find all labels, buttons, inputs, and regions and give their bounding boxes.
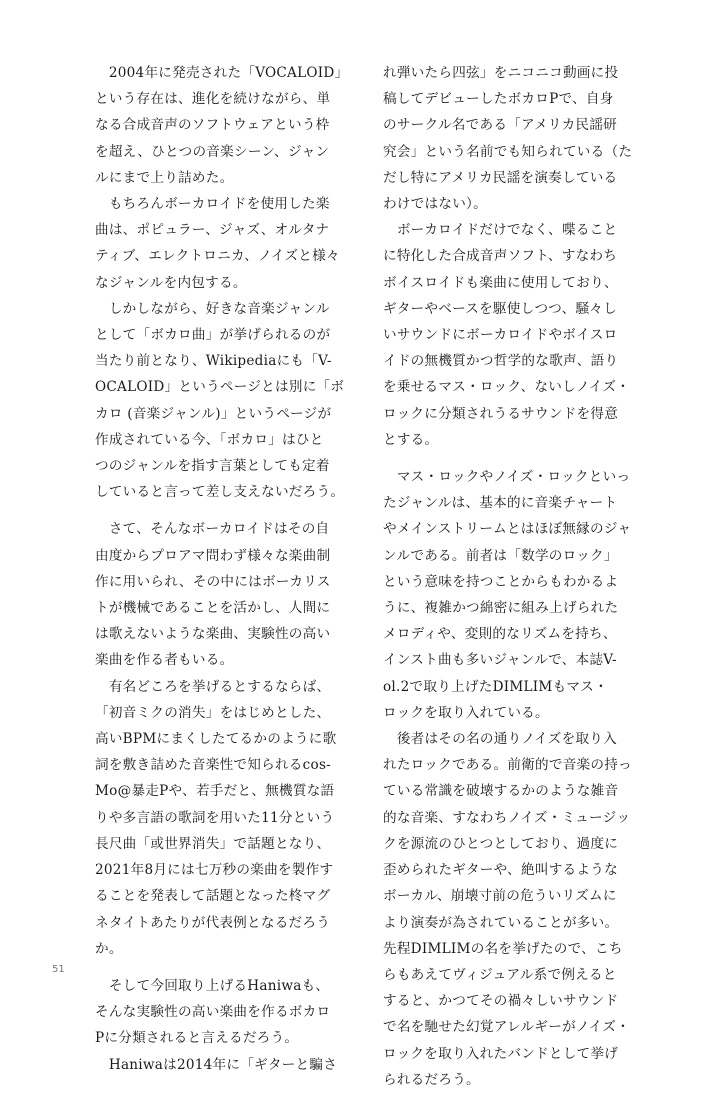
text-line: ボイスロイドも楽曲に使用しており、: [383, 274, 618, 291]
text-line: だし特にアメリカ民謡を演奏している: [383, 169, 618, 186]
text-line: ロックに分類されうるサウンドを得意: [383, 405, 619, 422]
text-line: 作に用いられ、その中にはボーカリス: [95, 573, 331, 590]
text-line: 稿してデビューしたボカロPで、自身: [383, 91, 614, 108]
text-line: は歌えないような楽曲、実験性の高い: [95, 626, 331, 643]
text-line: 長尺曲「或世界消失」で話題となり、: [95, 835, 331, 852]
text-line: さて、そんなボーカロイドはその自: [95, 521, 330, 538]
text-line: ルにまで上り詰めた。: [95, 169, 234, 186]
text-line: りや多言語の歌詞を用いた11分という: [95, 809, 335, 826]
text-line: のサークル名である「アメリカ民謡研: [383, 117, 617, 134]
paragraph: [383, 217, 629, 453]
text-line: OCALOID」というページとは別に「ボ: [95, 379, 345, 396]
text-line: ネタイトあたりが代表例となるだろう: [95, 914, 331, 931]
text-line: ンルである。前者は「数学のロック」: [383, 547, 618, 564]
text-line: 作成されている今、「ボカロ」はひと: [95, 431, 324, 448]
text-line: 当たり前となり、Wikipediaにも「V-: [95, 353, 332, 370]
text-line: ロックを取り入れている。: [383, 704, 549, 721]
text-line: インスト曲も多いジャンルで、本誌V-: [383, 652, 617, 669]
paragraph: [95, 516, 341, 673]
paragraph: [95, 973, 341, 1052]
text-line: 詞を敷き詰めた音楽性で知られるcos-: [95, 757, 332, 774]
text-line: 有名どころを挙げるとするならば、: [95, 678, 331, 695]
paragraph: [383, 464, 632, 726]
text-line: トが機械であることを活かし、人間に: [95, 600, 331, 617]
text-line: ている常識を破壊するかのような雑音: [383, 783, 619, 800]
text-line: 2004年に発売された「VOCALOID」: [95, 65, 349, 81]
left-text-column: [95, 60, 349, 1078]
page-number: 51: [52, 964, 65, 975]
text-line: に特化した合成音声ソフト、すなわち: [383, 248, 618, 265]
text-line: られるだろう。: [383, 1071, 480, 1088]
text-line: か。: [95, 940, 123, 957]
text-line: 歪められたギターや、絶叫するような: [383, 862, 618, 879]
text-line: で名を馳せた幻覚アレルギーがノイズ・: [383, 1019, 630, 1036]
text-line: 2021年8月には七万秒の楽曲を製作す: [95, 862, 334, 879]
text-line: イドの無機質かつ哲学的な歌声、語り: [383, 353, 619, 370]
paragraph: [95, 674, 341, 962]
text-line: マス・ロックやノイズ・ロックといっ: [383, 469, 631, 486]
text-line: れ弾いたら四弦」をニコニコ動画に投: [383, 65, 619, 81]
text-line: ることを発表して話題となった柊マグ: [95, 888, 331, 905]
text-line: として「ボカロ曲」が挙げられるのが: [95, 327, 331, 344]
paragraph: [95, 1052, 341, 1078]
text-line: やメインストリームとはほぼ無縁のジャ: [383, 521, 632, 538]
paragraph: [95, 191, 341, 296]
text-line: ol.2で取り上げたDIMLIMもマス・: [383, 678, 608, 695]
text-line: ボーカル、崩壊寸前の危ういリズムに: [383, 888, 617, 905]
text-line: ギターやベースを駆使しつつ、騒々し: [383, 300, 617, 317]
text-line: という存在は、進化を続けながら、単: [95, 91, 331, 108]
text-line: ボーカロイドだけでなく、喋ること: [383, 222, 618, 239]
text-line: カロ (音楽ジャンル)」というページが: [95, 405, 332, 422]
paragraph: [383, 726, 632, 1093]
text-line: 後者はその名の通りノイズを取り入: [383, 731, 617, 748]
text-line: を乗せるマス・ロック、ないしノイズ・: [383, 379, 631, 396]
paragraph: [383, 60, 633, 217]
paragraph: [95, 60, 349, 191]
text-line: メロディや、変則的なリズムを持ち、: [383, 626, 617, 643]
paragraph: [95, 296, 345, 506]
text-line: いサウンドにボーカロイドやボイスロ: [383, 327, 618, 344]
text-line: なる合成音声のソフトウェアという枠: [95, 117, 330, 134]
text-line: なジャンルを内包する。: [95, 274, 247, 291]
text-line: を超え、ひとつの音楽シーン、ジャン: [95, 143, 330, 160]
text-line: 先程DIMLIMの名を挙げたので、こち: [383, 940, 623, 957]
text-line: 究会」という名前でも知られている（た: [383, 143, 633, 160]
text-line: 的な音楽、すなわちノイズ・ミュージッ: [383, 809, 631, 826]
text-line: Pに分類されると言えるだろう。: [95, 1030, 299, 1047]
right-text-column: [383, 60, 633, 1093]
text-line: しかしながら、好きな音楽ジャンル: [95, 300, 330, 317]
text-line: クを源流のひとつとしており、過度に: [383, 835, 619, 852]
text-line: 高いBPMにまくしたてるかのように歌: [95, 731, 337, 748]
text-line: 「初音ミクの消失」をはじめとした、: [95, 704, 331, 721]
text-line: していると言って差し支えないだろう。: [95, 484, 345, 501]
text-line: うに、複雑かつ綿密に組み上げられた: [383, 600, 619, 617]
text-line: とする。: [383, 431, 439, 448]
text-line: らもあえてヴィジュアル系で例えると: [383, 966, 617, 983]
text-line: 楽曲を作る者もいる。: [95, 652, 234, 669]
text-line: そして今回取り上げるHaniwaも、: [95, 977, 330, 994]
text-line: Haniwaは2014年に「ギターと騙さ: [95, 1056, 338, 1073]
text-line: 曲は、ポピュラー、ジャズ、オルタナ: [95, 222, 330, 239]
text-line: たジャンルは、基本的に音楽チャート: [383, 495, 618, 512]
text-line: 由度からプロアマ問わず様々な楽曲制: [95, 547, 331, 564]
text-line: すると、かつてその禍々しいサウンド: [383, 993, 619, 1010]
text-line: ロックを取り入れたバンドとして挙げ: [383, 1045, 619, 1062]
text-line: という意味を持つことからもわかるよ: [383, 573, 619, 590]
text-line: より演奏が為されていることが多い。: [383, 914, 619, 931]
text-line: そんな実験性の高い楽曲を作るボカロ: [95, 1004, 331, 1021]
text-line: Mo@暴走Pや、若手だと、無機質な語: [95, 783, 335, 800]
text-line: わけではない）。: [383, 196, 487, 213]
text-line: もちろんボーカロイドを使用した楽: [95, 196, 330, 213]
text-line: れたロックである。前衛的で音楽の持っ: [383, 757, 632, 774]
text-line: つのジャンルを指す言葉としても定着: [95, 458, 330, 475]
text-line: ティブ、エレクトロニカ、ノイズと様々: [95, 248, 340, 265]
